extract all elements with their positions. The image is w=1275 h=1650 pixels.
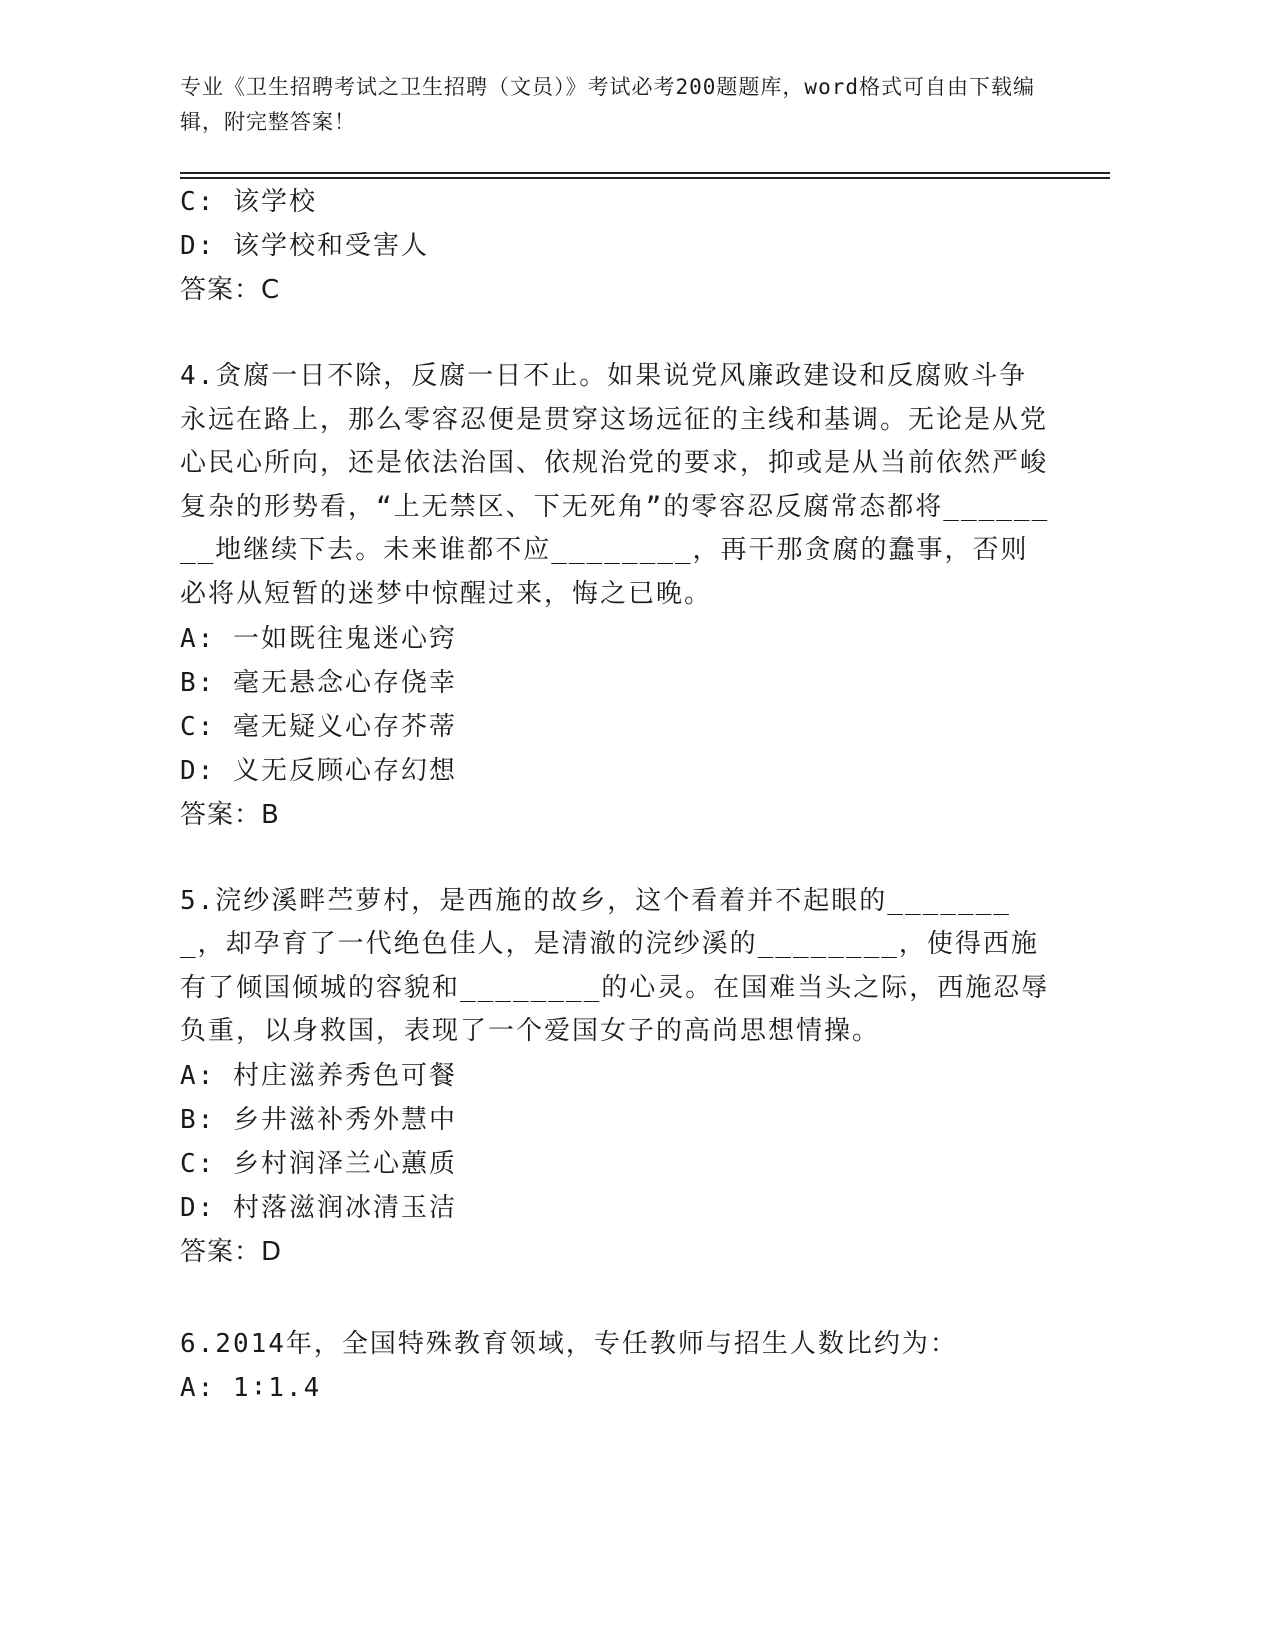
option-b: B: 乡井滋补秀外慧中	[180, 1104, 457, 1135]
question-stem: 4.贪腐一日不除，反腐一日不止。如果说党风廉政建设和反腐败斗争永远在路上，那么零容忍便是贯穿这场远征的主线和基调。无论是从党心民心所向，还是依法治国、依规治党的要求，抑或是从当前依然严峻复杂的形势看，“上无禁区、下无死角”的零容忍反腐常态都将________地继续下去。未来谁都不应________，再干那贪腐的蠢事，否则必将从短暂的迷梦中惊醒过来，悔之已晚。	[180, 361, 1050, 609]
option-a: A: 1∶1.4	[180, 1372, 322, 1403]
option-c: C: 乡村润泽兰心蕙质	[180, 1148, 457, 1179]
question-5	[180, 880, 1050, 1274]
answer: 答案：D	[180, 1236, 283, 1267]
option-d: D: 义无反顾心存幻想	[180, 755, 457, 786]
question-content	[180, 180, 1050, 1410]
question-stem: 6.2014年，全国特殊教育领域，专任教师与招生人数比约为：	[180, 1328, 958, 1359]
option-b: B: 毫无悬念心存侥幸	[180, 667, 457, 698]
question-4	[180, 355, 1050, 837]
option-d: D: 该学校和受害人	[180, 231, 429, 261]
header-rule-top	[180, 172, 1110, 174]
option-c: C: 毫无疑义心存芥蒂	[180, 711, 457, 742]
question-stem: 5.浣纱溪畔苎萝村，是西施的故乡，这个看着并不起眼的________，却孕育了一代绝色佳人，是清澈的浣纱溪的________，使得西施有了倾国倾城的容貌和________的心灵。在国难当头之际，西施忍辱负重，以身救国，表现了一个爱国女子的高尚思想情操。	[180, 885, 1050, 1047]
option-d: D: 村落滋润冰清玉洁	[180, 1192, 457, 1223]
option-a: A: 村庄滋养秀色可餐	[180, 1060, 457, 1091]
header-rule-bottom	[180, 177, 1110, 179]
option-a: A: 一如既往鬼迷心窍	[180, 623, 457, 654]
answer: 答案：C	[180, 275, 281, 305]
option-c: C: 该学校	[180, 187, 317, 217]
answer: 答案：B	[180, 799, 280, 830]
question-3-tail	[180, 180, 1050, 312]
question-6	[180, 1322, 1050, 1410]
document-header: 专业《卫生招聘考试之卫生招聘（文员）》考试必考200题题库，word格式可自由下载编辑，附完整答案！	[180, 75, 1035, 134]
